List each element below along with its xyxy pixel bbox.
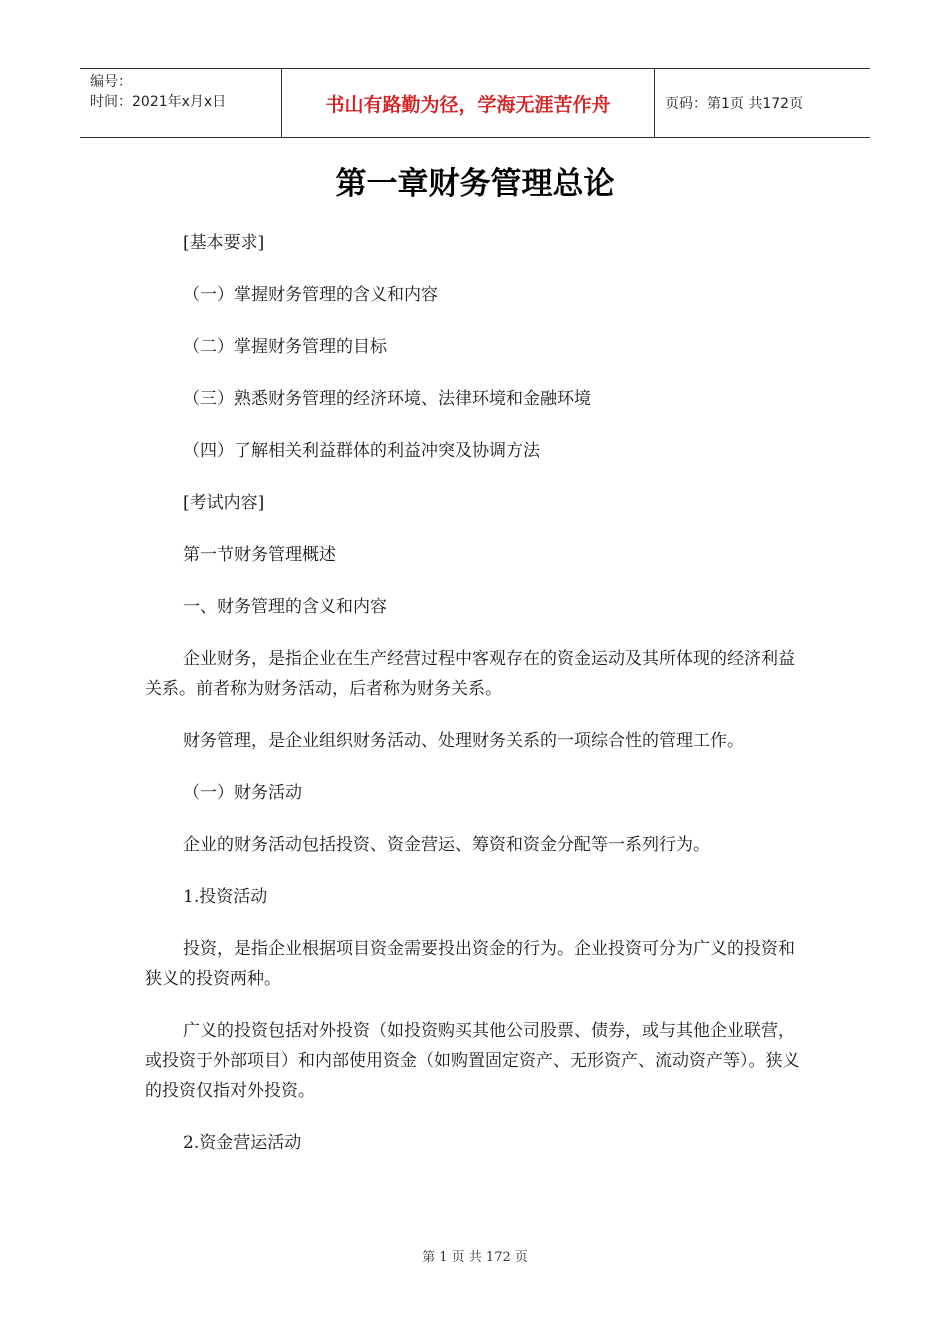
page-header [80, 68, 870, 138]
subsection-heading: 2.资金营运活动 [183, 1133, 302, 1153]
subsection-heading: （一）财务活动 [183, 783, 302, 803]
subsection-heading: 一、财务管理的含义和内容 [183, 597, 387, 617]
body-paragraph: 财务管理，是企业组织财务活动、处理财务关系的一项综合性的管理工作。 [183, 731, 744, 751]
body-paragraph: 企业的财务活动包括投资、资金营运、筹资和资金分配等一系列行为。 [183, 835, 710, 855]
subsection-heading: 1.投资活动 [183, 887, 268, 907]
header-page-info: 页码：第1页 共172页 [665, 96, 804, 112]
document-title: 第一章财务管理总论 [335, 166, 615, 202]
requirement-item: （四）了解相关利益群体的利益冲突及协调方法 [183, 441, 540, 461]
body-paragraph: 企业财务，是指企业在生产经营过程中客观存在的资金运动及其所体现的经济利益关系。前者称为财务活动，后者称为财务关系。 [145, 649, 795, 699]
header-motto: 书山有路勤为径，学海无涯苦作舟 [282, 69, 655, 137]
requirement-item: （一）掌握财务管理的含义和内容 [183, 285, 438, 305]
number-label: 编号： [90, 74, 132, 90]
section-label: [考试内容] [183, 493, 265, 513]
header-meta [80, 69, 282, 137]
requirement-item: （二）掌握财务管理的目标 [183, 337, 387, 357]
section-heading: 第一节财务管理概述 [183, 545, 336, 565]
body-paragraph: 投资，是指企业根据项目资金需要投出资金的行为。企业投资可分为广义的投资和狭义的投资两种。 [145, 939, 795, 989]
section-label: [基本要求] [183, 233, 265, 253]
body-paragraph: 广义的投资包括对外投资（如投资购买其他公司股票、债券，或与其他企业联营，或投资于外部项目）和内部使用资金（如购置固定资产、无形资产、流动资产等）。狭义的投资仅指对外投资。 [145, 1021, 800, 1101]
time-label: 时间：2021年x月x日 [90, 94, 227, 110]
requirement-item: （三）熟悉财务管理的经济环境、法律环境和金融环境 [183, 389, 591, 409]
page-footer: 第 1 页 共 172 页 [422, 1250, 528, 1265]
